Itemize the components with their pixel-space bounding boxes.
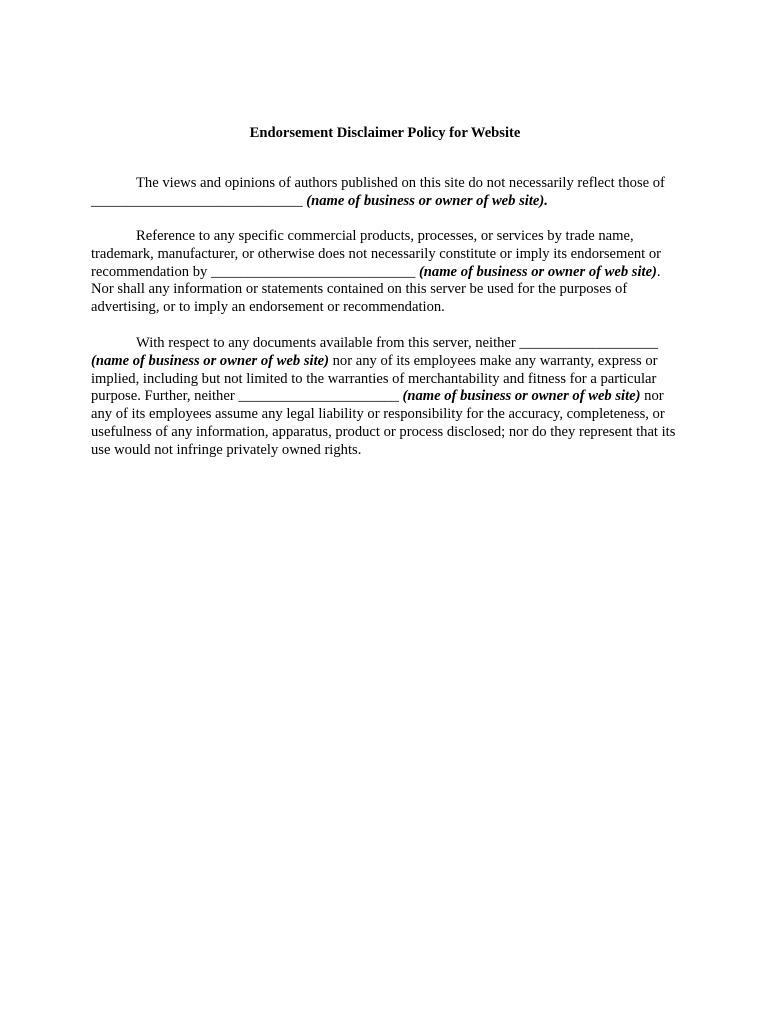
placeholder-business-name: (name of business or owner of web site): [418, 263, 657, 280]
document-title: Endorsement Disclaimer Policy for Website: [249, 125, 521, 141]
placeholder-business-name: (name of business or owner of web site): [91, 352, 329, 369]
paragraph-text: Reference to any specific commercial products, processes, or services by trade name, trademark, manufacturer, or otherwise does not necessarily constitute or imply its endorsement or recommendation by: [91, 228, 662, 280]
blank-line: _____________________________: [91, 192, 303, 209]
placeholder-business-name: (name of business or owner of web site): [402, 388, 641, 405]
blank-line: ____________________________: [210, 263, 416, 280]
paragraph-reference-products: [91, 228, 681, 317]
paragraph-documents-warranty: [91, 335, 681, 460]
paragraph-text: nor any of its employees assume any legal liability or responsibility for the accuracy, completeness, or usefulness of any information, apparatus, product or process disclosed; nor do they represent that its use would not infringe privately owned rights.: [91, 388, 676, 458]
paragraph-text: nor any of its employees make any warranty, express or implied, including but not limited to the warranties of merchantability and fitness for a particular purpose. Further, neither: [91, 352, 658, 405]
placeholder-business-name: (name of business or owner of web site).: [306, 192, 548, 209]
paragraph-views-opinions: [91, 175, 681, 211]
blank-line: ___________________: [519, 335, 659, 351]
blank-line: ______________________: [238, 388, 399, 405]
paragraph-text: The views and opinions of authors published on this site do not necessarily reflect those of: [136, 175, 665, 191]
paragraph-text: With respect to any documents available from this server, neither: [136, 335, 520, 351]
paragraph-text: . Nor shall any information or statements contained on this server be used for the purposes of advertising, or to imply an endorsement or recommendation.: [91, 263, 661, 316]
